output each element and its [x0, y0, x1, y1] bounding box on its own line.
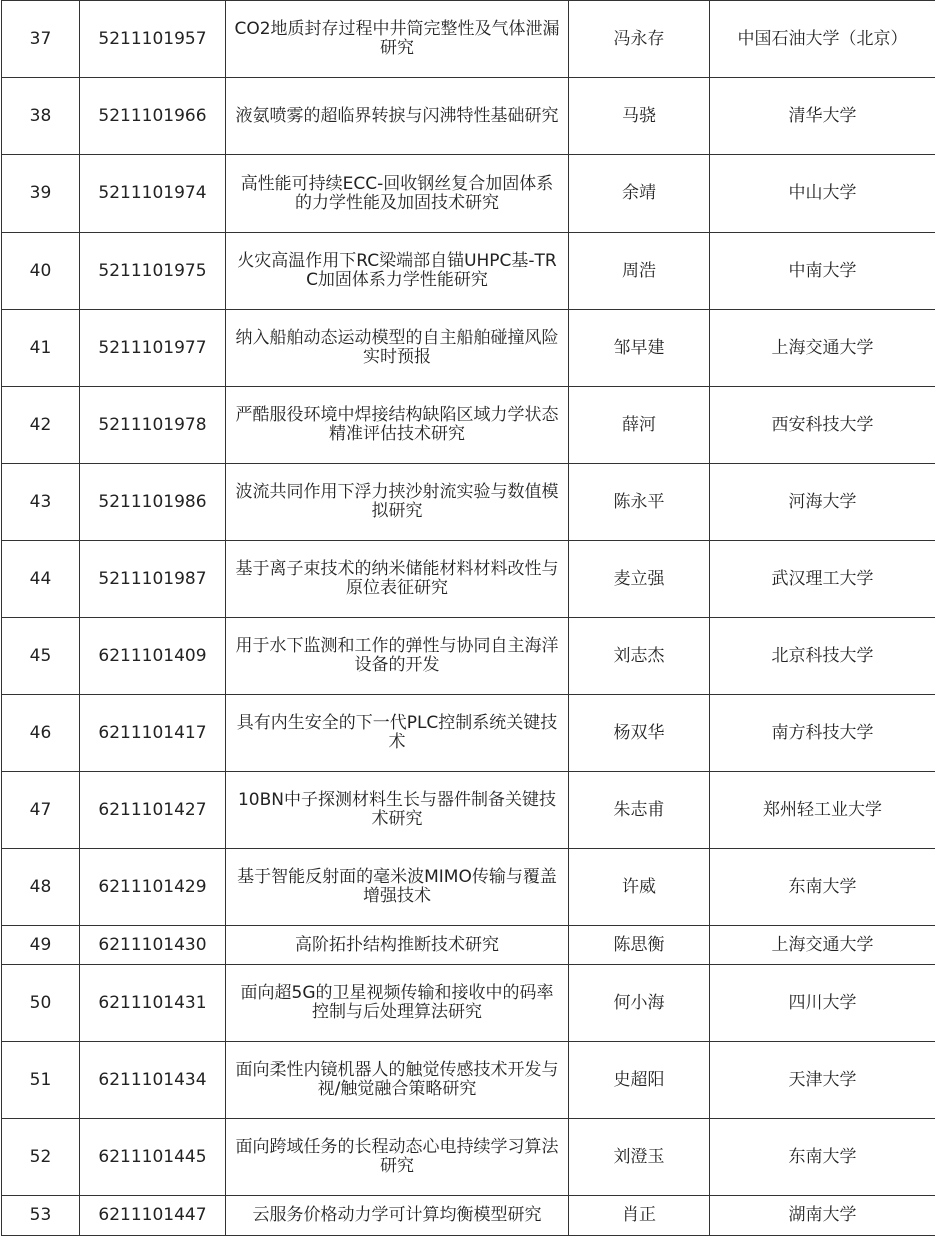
- institution-text: 天津大学: [788, 1069, 857, 1090]
- table-row: [2, 926, 935, 965]
- row-number-text: 38: [29, 105, 52, 126]
- table-row: [2, 1196, 935, 1236]
- project-code-cell: [80, 1, 226, 78]
- row-number-text: 49: [29, 934, 52, 955]
- project-code-text: 5211101987: [98, 568, 207, 589]
- project-title-text: 具有内生安全的下一代PLC控制系统关键技术: [236, 713, 558, 752]
- project-title-text: 面向柔性内镜机器人的触觉传感技术开发与视/触觉融合策略研究: [235, 1060, 559, 1099]
- row-number-text: 50: [29, 992, 52, 1013]
- row-number-text: 42: [29, 414, 52, 435]
- institution-text: 东南大学: [788, 876, 857, 897]
- row-number-text: 45: [29, 645, 52, 666]
- institution-text: 湖南大学: [788, 1205, 857, 1225]
- principal-investigator-text: 马骁: [622, 105, 656, 126]
- project-title-cell: [226, 1196, 569, 1236]
- project-code-text: 6211101430: [98, 934, 207, 955]
- row-number-cell: [2, 155, 80, 233]
- principal-investigator-text: 肖正: [622, 1205, 656, 1225]
- project-code-text: 5211101957: [98, 28, 207, 49]
- row-number-text: 40: [29, 260, 52, 281]
- principal-investigator-text: 周浩: [622, 260, 656, 281]
- principal-investigator-text: 薛河: [622, 414, 656, 435]
- project-code-text: 6211101409: [98, 645, 207, 666]
- institution-text: 清华大学: [788, 105, 857, 126]
- row-number-text: 53: [29, 1205, 52, 1225]
- row-number-cell: [2, 695, 80, 772]
- row-number-text: 39: [29, 183, 52, 203]
- principal-investigator-cell: [569, 233, 710, 310]
- project-code-text: 5211101966: [98, 105, 207, 126]
- principal-investigator-cell: [569, 1119, 710, 1196]
- project-code-cell: [80, 78, 226, 155]
- principal-investigator-cell: [569, 618, 710, 695]
- principal-investigator-text: 余靖: [622, 183, 656, 203]
- institution-cell: [710, 618, 935, 695]
- principal-investigator-cell: [569, 1196, 710, 1236]
- project-title-text: 高阶拓扑结构推断技术研究: [295, 934, 499, 955]
- principal-investigator-text: 许威: [622, 876, 656, 897]
- institution-cell: [710, 464, 935, 541]
- project-table-body: [2, 1, 935, 1236]
- row-number-cell: [2, 233, 80, 310]
- principal-investigator-cell: [569, 695, 710, 772]
- project-code-cell: [80, 1042, 226, 1119]
- principal-investigator-cell: [569, 1, 710, 78]
- row-number-cell: [2, 965, 80, 1042]
- project-code-text: 5211101974: [98, 183, 207, 203]
- institution-text: 中国石油大学（北京）: [737, 28, 908, 49]
- principal-investigator-text: 冯永存: [613, 28, 665, 49]
- project-title-cell: [226, 464, 569, 541]
- project-table: [1, 0, 935, 1236]
- row-number-cell: [2, 541, 80, 618]
- institution-cell: [710, 155, 935, 233]
- project-code-cell: [80, 541, 226, 618]
- project-title-text: 纳入船舶动态运动模型的自主船舶碰撞风险实时预报: [235, 328, 559, 367]
- project-code-cell: [80, 1119, 226, 1196]
- project-code-text: 5211101978: [98, 414, 207, 435]
- principal-investigator-cell: [569, 464, 710, 541]
- row-number-cell: [2, 618, 80, 695]
- row-number-cell: [2, 78, 80, 155]
- principal-investigator-cell: [569, 78, 710, 155]
- project-title-cell: [226, 772, 569, 849]
- project-code-text: 6211101445: [98, 1146, 207, 1167]
- project-title-cell: [226, 78, 569, 155]
- institution-text: 西安科技大学: [771, 414, 874, 435]
- institution-text: 中山大学: [788, 183, 857, 203]
- project-code-cell: [80, 233, 226, 310]
- institution-text: 上海交通大学: [771, 337, 874, 358]
- project-code-text: 6211101417: [98, 722, 207, 743]
- table-row: [2, 310, 935, 387]
- project-title-cell: [226, 1042, 569, 1119]
- institution-text: 四川大学: [788, 992, 857, 1013]
- row-number-text: 37: [29, 28, 52, 49]
- institution-text: 河海大学: [788, 491, 857, 512]
- principal-investigator-text: 史超阳: [613, 1069, 665, 1090]
- principal-investigator-cell: [569, 926, 710, 965]
- project-title-text: 10BN中子探测材料生长与器件制备关键技术研究: [237, 790, 556, 829]
- project-title-text: 用于水下监测和工作的弹性与协同自主海洋设备的开发: [235, 636, 559, 675]
- table-row: [2, 618, 935, 695]
- project-title-text: 严酷服役环境中焊接结构缺陷区域力学状态精准评估技术研究: [235, 405, 559, 444]
- project-title-cell: [226, 541, 569, 618]
- project-code-text: 5211101986: [98, 491, 207, 512]
- project-title-cell: [226, 155, 569, 233]
- table-row: [2, 233, 935, 310]
- institution-cell: [710, 541, 935, 618]
- principal-investigator-text: 陈思衡: [613, 934, 665, 955]
- institution-cell: [710, 772, 935, 849]
- institution-cell: [710, 1042, 935, 1119]
- institution-cell: [710, 233, 935, 310]
- table-row: [2, 772, 935, 849]
- principal-investigator-cell: [569, 387, 710, 464]
- project-title-cell: [226, 849, 569, 926]
- row-number-cell: [2, 310, 80, 387]
- project-title-cell: [226, 926, 569, 965]
- table-row: [2, 464, 935, 541]
- institution-cell: [710, 695, 935, 772]
- institution-text: 郑州轻工业大学: [763, 799, 882, 820]
- row-number-text: 44: [29, 568, 52, 589]
- project-code-text: 5211101975: [98, 260, 207, 281]
- row-number-cell: [2, 464, 80, 541]
- project-code-cell: [80, 926, 226, 965]
- row-number-cell: [2, 772, 80, 849]
- table-row: [2, 1042, 935, 1119]
- principal-investigator-cell: [569, 965, 710, 1042]
- principal-investigator-cell: [569, 772, 710, 849]
- principal-investigator-text: 邹早建: [613, 337, 665, 358]
- project-code-cell: [80, 310, 226, 387]
- institution-cell: [710, 1, 935, 78]
- project-code-text: 6211101434: [98, 1069, 207, 1090]
- institution-cell: [710, 926, 935, 965]
- row-number-text: 46: [29, 722, 52, 743]
- table-row: [2, 695, 935, 772]
- row-number-cell: [2, 1042, 80, 1119]
- institution-text: 北京科技大学: [771, 645, 874, 666]
- project-title-cell: [226, 695, 569, 772]
- row-number-cell: [2, 1119, 80, 1196]
- row-number-text: 43: [29, 491, 52, 512]
- principal-investigator-cell: [569, 155, 710, 233]
- principal-investigator-cell: [569, 849, 710, 926]
- institution-cell: [710, 310, 935, 387]
- project-code-cell: [80, 618, 226, 695]
- table-row: [2, 1119, 935, 1196]
- institution-cell: [710, 1196, 935, 1236]
- project-code-cell: [80, 965, 226, 1042]
- project-title-text: 基于智能反射面的毫米波MIMO传输与覆盖增强技术: [237, 867, 557, 906]
- project-code-text: 6211101429: [98, 876, 207, 897]
- table-row: [2, 155, 935, 233]
- institution-text: 中南大学: [788, 260, 857, 281]
- project-title-cell: [226, 1119, 569, 1196]
- project-code-cell: [80, 849, 226, 926]
- project-title-text: 波流共同作用下浮力挟沙射流实验与数值模拟研究: [235, 482, 559, 521]
- project-title-text: 高性能可持续ECC-回收钢丝复合加固体系的力学性能及加固技术研究: [240, 173, 554, 213]
- project-code-cell: [80, 387, 226, 464]
- project-title-cell: [226, 387, 569, 464]
- row-number-text: 41: [29, 337, 52, 358]
- institution-text: 武汉理工大学: [771, 568, 874, 589]
- project-code-text: 6211101447: [98, 1205, 207, 1225]
- project-code-cell: [80, 155, 226, 233]
- project-title-text: 液氨喷雾的超临界转捩与闪沸特性基础研究: [235, 105, 559, 126]
- project-code-text: 5211101977: [98, 337, 207, 358]
- project-code-text: 6211101427: [98, 799, 207, 820]
- table-row: [2, 78, 935, 155]
- principal-investigator-text: 何小海: [613, 992, 665, 1013]
- row-number-text: 51: [29, 1069, 52, 1090]
- institution-text: 南方科技大学: [771, 722, 874, 743]
- principal-investigator-text: 麦立强: [613, 568, 665, 589]
- table-row: [2, 541, 935, 618]
- principal-investigator-cell: [569, 1042, 710, 1119]
- project-code-cell: [80, 772, 226, 849]
- project-title-text: 火灾高温作用下RC梁端部自锚UHPC基-TRC加固体系力学性能研究: [237, 251, 557, 290]
- principal-investigator-text: 杨双华: [613, 722, 665, 743]
- row-number-cell: [2, 849, 80, 926]
- table-row: [2, 965, 935, 1042]
- row-number-cell: [2, 1196, 80, 1236]
- project-code-cell: [80, 695, 226, 772]
- institution-text: 上海交通大学: [771, 934, 874, 955]
- table-row: [2, 1, 935, 78]
- project-title-cell: [226, 1, 569, 78]
- project-title-cell: [226, 965, 569, 1042]
- project-title-text: 基于离子束技术的纳米储能材料材料改性与原位表征研究: [235, 559, 559, 598]
- project-title-cell: [226, 310, 569, 387]
- institution-cell: [710, 965, 935, 1042]
- table-row: [2, 387, 935, 464]
- institution-cell: [710, 849, 935, 926]
- project-title-text: 面向跨域任务的长程动态心电持续学习算法研究: [235, 1137, 559, 1176]
- row-number-cell: [2, 387, 80, 464]
- row-number-text: 52: [29, 1146, 52, 1167]
- project-title-cell: [226, 618, 569, 695]
- project-title-text: 面向超5G的卫星视频传输和接收中的码率控制与后处理算法研究: [240, 983, 554, 1022]
- project-code-cell: [80, 464, 226, 541]
- institution-cell: [710, 78, 935, 155]
- row-number-cell: [2, 1, 80, 78]
- principal-investigator-text: 刘志杰: [613, 645, 665, 666]
- table-row: [2, 849, 935, 926]
- institution-cell: [710, 1119, 935, 1196]
- principal-investigator-text: 刘澄玉: [613, 1146, 665, 1167]
- principal-investigator-cell: [569, 541, 710, 618]
- institution-text: 东南大学: [788, 1146, 857, 1167]
- principal-investigator-text: 朱志甫: [613, 799, 665, 820]
- principal-investigator-text: 陈永平: [613, 491, 665, 512]
- institution-cell: [710, 387, 935, 464]
- project-title-text: CO2地质封存过程中井筒完整性及气体泄漏研究: [234, 19, 560, 58]
- principal-investigator-cell: [569, 310, 710, 387]
- project-title-cell: [226, 233, 569, 310]
- row-number-text: 48: [29, 876, 52, 897]
- project-code-cell: [80, 1196, 226, 1236]
- project-title-text: 云服务价格动力学可计算均衡模型研究: [252, 1205, 542, 1225]
- project-code-text: 6211101431: [98, 992, 207, 1013]
- row-number-text: 47: [29, 799, 52, 820]
- row-number-cell: [2, 926, 80, 965]
